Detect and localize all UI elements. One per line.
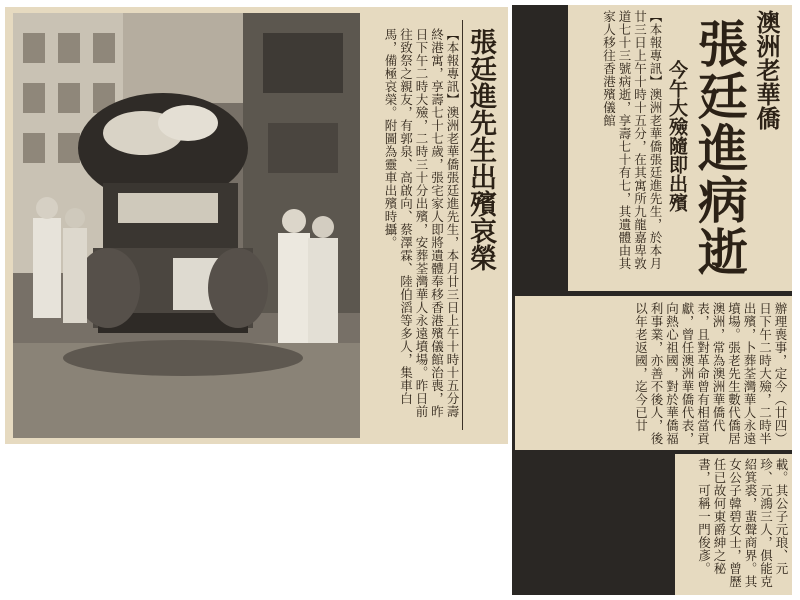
article-body-passed-away: 【本報專訊】澳洲老華僑張廷進先生，於本月廿三日上午十時十五分，在其寓所九龍嘉卑敦道七十三號病逝，享壽七十有七，其遺體由其家人移往香港殯儀館 [601, 10, 663, 270]
headline-funeral: 張廷進先生出殯哀榮 [465, 28, 496, 271]
headline-passed-away: 張廷進病逝 [690, 18, 749, 278]
article-ending: 載。其公子元琅、元珍、元鴻三人，俱能克紹箕裘，蜚聲商界。其女公子韓碧女士，曾歷任已故何東爵紳之秘書，可稱一門俊彥。 [696, 458, 789, 588]
funeral-hearse-photo [13, 13, 360, 438]
kicker-old-overseas-chinese: 澳洲老華僑 [752, 10, 781, 130]
column-divider [462, 20, 463, 430]
subhead-funeral-today: 今午大殮隨即出殯 [666, 60, 688, 212]
article-body-funeral: 【本報專訊】澳洲老華僑張廷進先生，本月廿三日上午十時十五分壽終港寓，享壽七十七歲，張宅家人即將遺體奉移香港殯儀館治喪，昨日下午二時大殮，二時三十分出殯，安葬荃灣華人永遠墳場。昨日前往致祭之親友，有郭泉、高啟向、蔡澤霖、陸伯滔等多人，集車白馬，備極哀榮。附圖為靈車出殯時攝。 [383, 28, 460, 418]
article-continuation: 辦理喪事，定今（廿四）日下午二時大殮，二時半出殯，卜葬荃灣華人永遠墳場。張老先生數代僑居澳洲，常為澳洲華僑代表，且對革命曾有相當貢獻，曾任澳洲華僑代表，向熱心祖國，對於華僑福利事業，亦善不後人，後以年老返國，迄今已廿 [633, 302, 788, 445]
